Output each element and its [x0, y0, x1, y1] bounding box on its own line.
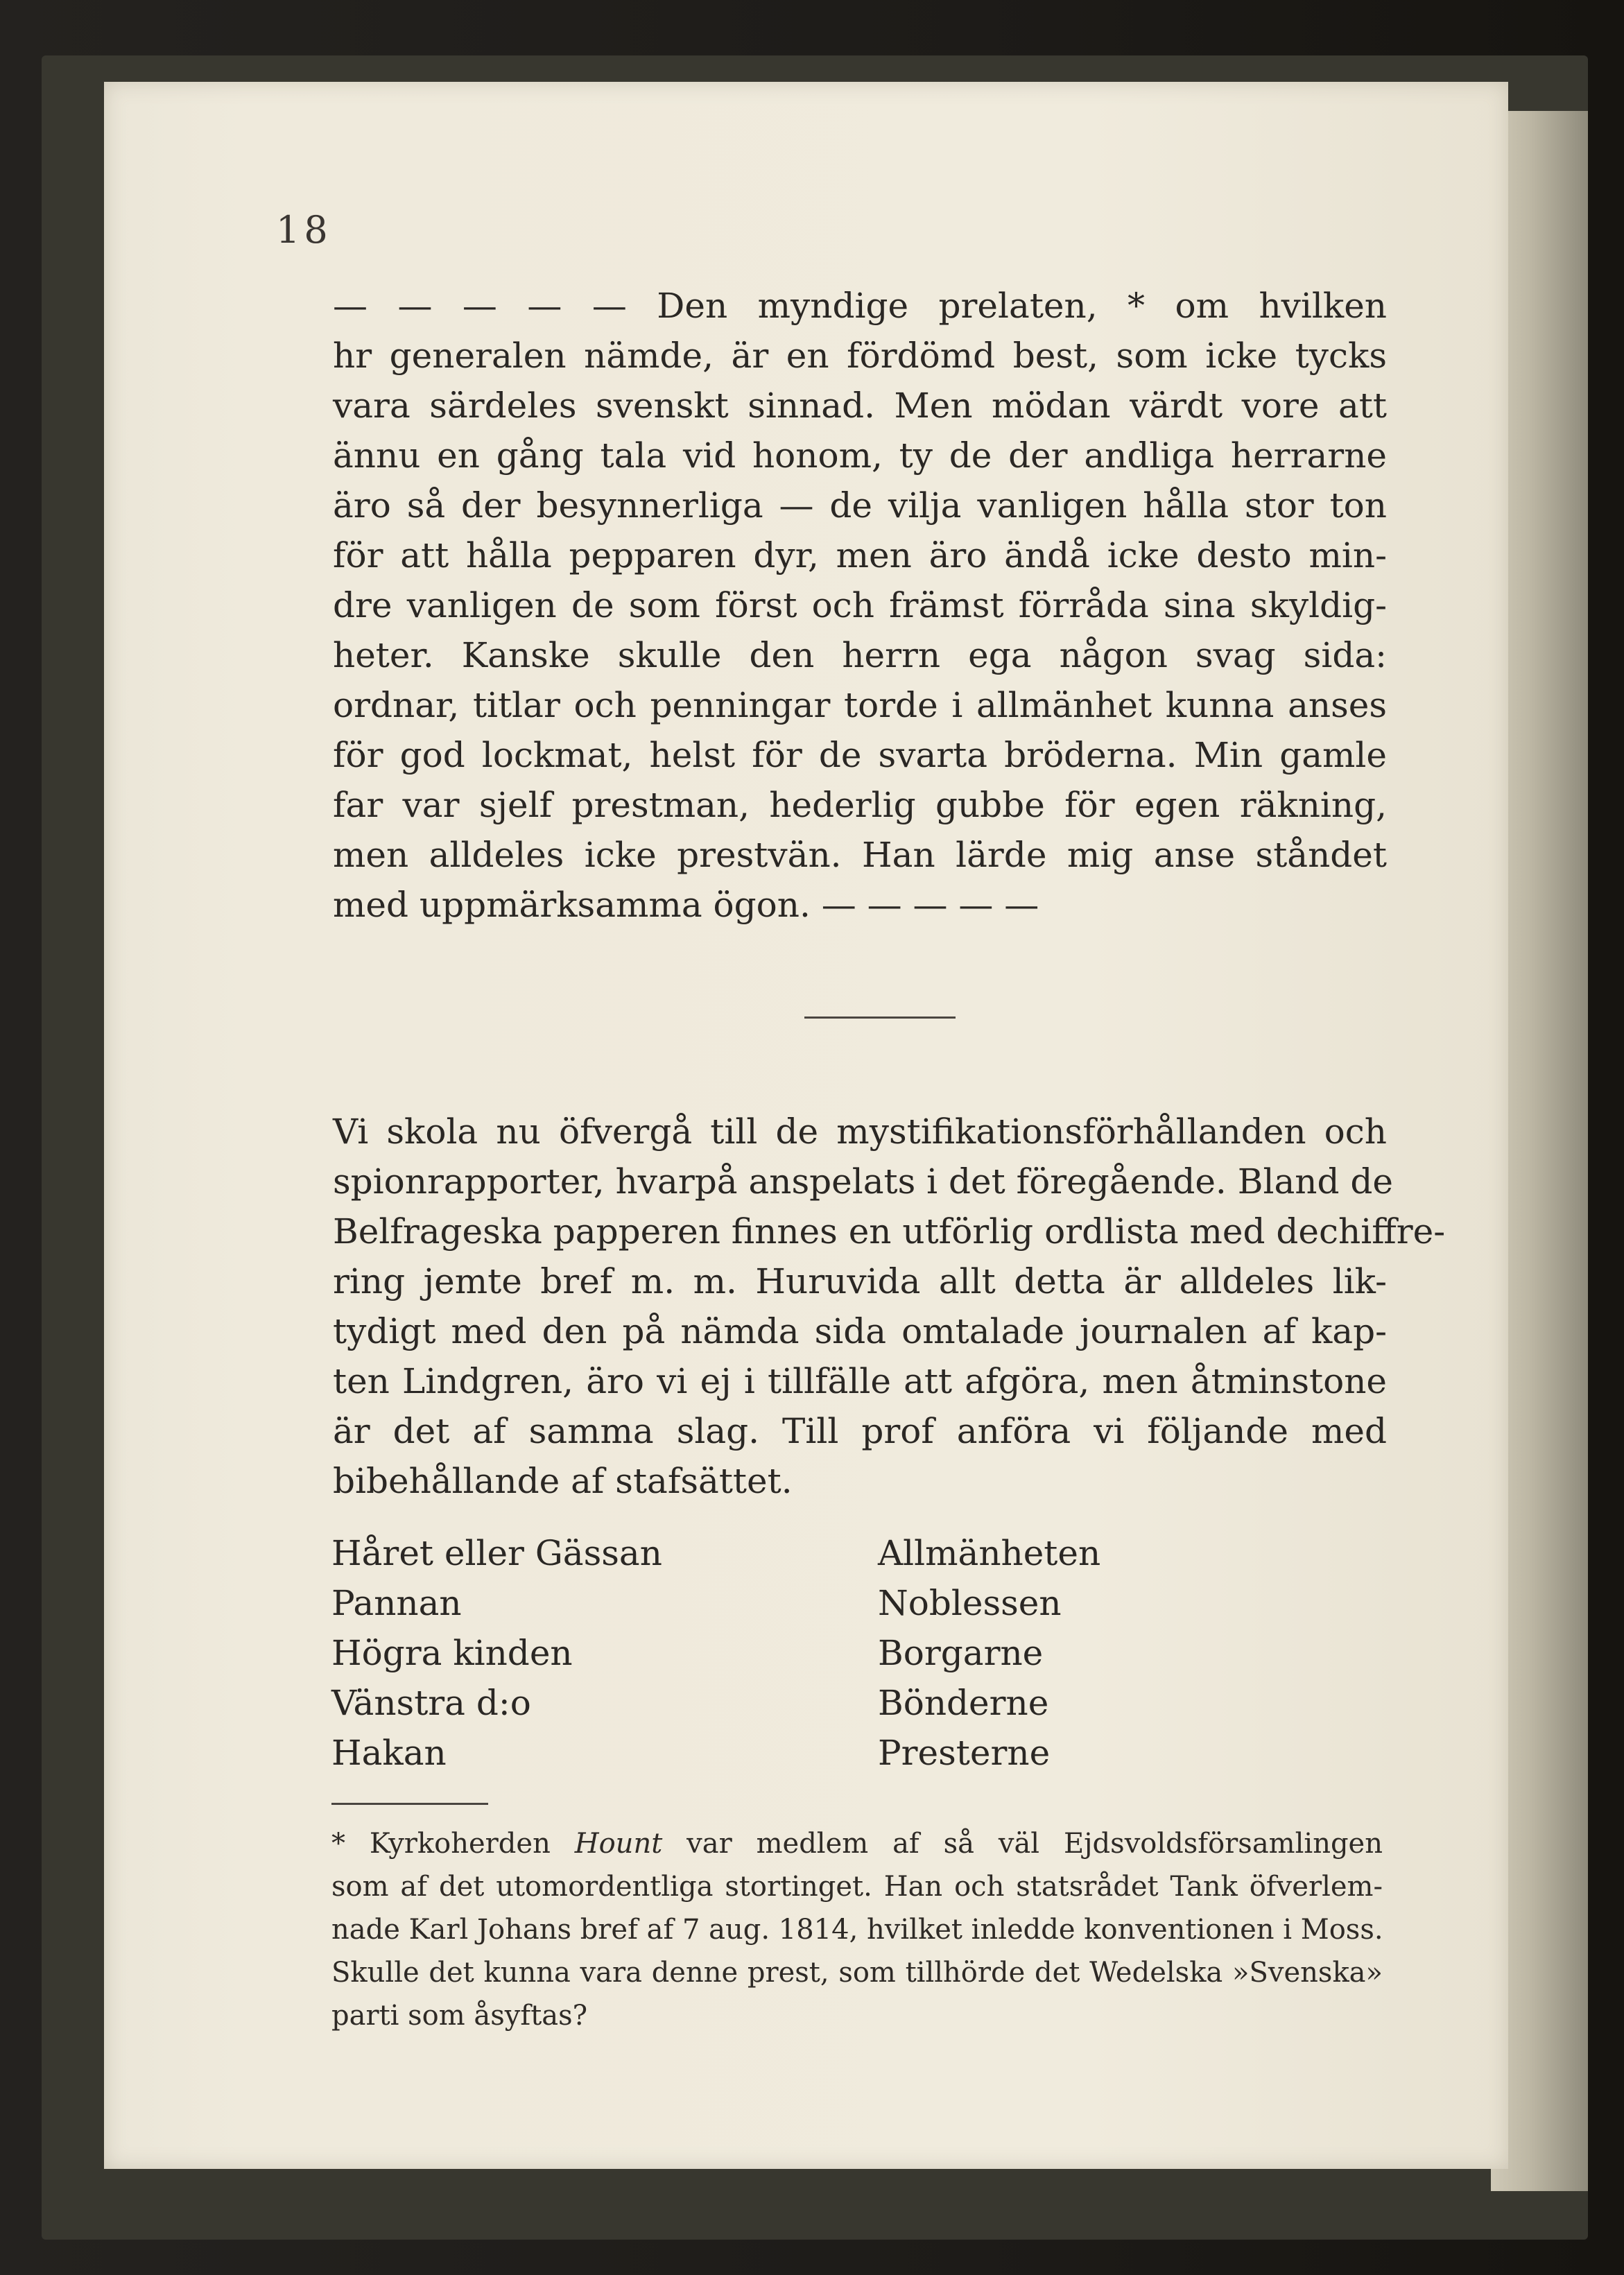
text-line: — — — — — Den myndige prelaten, * om hvilken	[333, 286, 1387, 326]
glossary-row	[331, 1628, 1233, 1678]
glossary-meaning: Presterne	[878, 1733, 1051, 1773]
footnote-line	[331, 1822, 1383, 1865]
glossary-row	[331, 1578, 1233, 1628]
text-line: far var sjelf prestman, hederlig gubbe för egen räkning,	[333, 785, 1387, 825]
footnote-line: parti som åsyftas?	[331, 2000, 588, 2032]
text-line: men alldeles icke prestvän. Han lärde mig anse ståndet	[333, 835, 1387, 875]
footnote-name: Hount	[574, 1828, 663, 1860]
text-line: ännu en gång tala vid honom, ty de der andliga herrarne	[333, 435, 1387, 476]
section-divider	[804, 1017, 956, 1019]
cipher-glossary	[331, 1528, 1302, 1785]
text-line: Belfrageska papperen finnes en utförlig ordlista med dechiffre-	[333, 1211, 1446, 1252]
text-line: heter. Kanske skulle den herrn ega någon svag sida:	[333, 635, 1387, 675]
footnote	[331, 1822, 1383, 2037]
text-line: Vi skola nu öfvergå till de mystifikationsförhållanden och	[333, 1111, 1387, 1152]
text-line: för att hålla pepparen dyr, men äro ändå icke desto min-	[333, 535, 1387, 576]
text-line: med uppmärksamma ögon. — — — — —	[333, 885, 1039, 925]
text-line: dre vanligen de som först och främst förråda sina skyldig-	[333, 585, 1387, 625]
page-number: 18	[276, 208, 332, 252]
paragraph-mystification	[333, 1107, 1446, 1506]
footnote-rule	[331, 1803, 488, 1805]
text-line: hr generalen nämde, är en fördömd best, som icke tycks	[333, 336, 1387, 376]
glossary-meaning: Allmänheten	[878, 1533, 1101, 1573]
glossary-meaning: Noblessen	[878, 1583, 1062, 1623]
text-line: är det af samma slag. Till prof anföra vi följande med	[333, 1411, 1387, 1451]
paragraph-letter-excerpt	[333, 281, 1387, 930]
glossary-meaning: Bönderne	[878, 1683, 1049, 1723]
glossary-row	[331, 1728, 1233, 1778]
text-line: tydigt med den på nämda sida omtalade journalen af kap-	[333, 1311, 1387, 1351]
glossary-term: Vänstra d:o	[331, 1683, 531, 1723]
glossary-row	[331, 1528, 1233, 1578]
glossary-term: Hakan	[331, 1733, 447, 1773]
text-line: spionrapporter, hvarpå anspelats i det föregående. Bland de	[333, 1161, 1393, 1202]
text-line: vara särdeles svenskt sinnad. Men mödan värdt vore att	[333, 386, 1387, 426]
text-line: bibehållande af stafsättet.	[333, 1461, 793, 1501]
text-line: för god lockmat, helst för de svarta bröderna. Min gamle	[333, 735, 1387, 775]
text-line: ordnar, titlar och penningar torde i allmänhet kunna anses	[333, 685, 1387, 725]
text-line: ten Lindgren, äro vi ej i tillfälle att afgöra, men åtminstone	[333, 1361, 1387, 1401]
glossary-row	[331, 1678, 1233, 1728]
text-line: äro så der besynnerliga — de vilja vanligen hålla stor ton	[333, 485, 1387, 526]
glossary-meaning: Borgarne	[878, 1633, 1044, 1673]
footnote-text: Kyrkoherden	[369, 1828, 551, 1860]
footnote-line: nade Karl Johans bref af 7 aug. 1814, hvilket inledde konventionen i Moss.	[331, 1914, 1383, 1946]
text-line: ring jemte bref m. m. Huruvida allt detta är alldeles lik-	[333, 1261, 1387, 1301]
footnote-marker: *	[331, 1828, 345, 1860]
footnote-text: var medlem af så väl Ejdsvoldsförsamlingen	[686, 1828, 1383, 1860]
footnote-line: som af det utomordentliga stortinget. Han och statsrådet Tank öfverlem-	[331, 1871, 1383, 1903]
glossary-term: Håret eller Gässan	[331, 1533, 662, 1573]
glossary-term: Högra kinden	[331, 1633, 573, 1673]
footnote-line: Skulle det kunna vara denne prest, som tillhörde det Wedelska »Svenska»	[331, 1957, 1383, 1989]
glossary-term: Pannan	[331, 1583, 462, 1623]
